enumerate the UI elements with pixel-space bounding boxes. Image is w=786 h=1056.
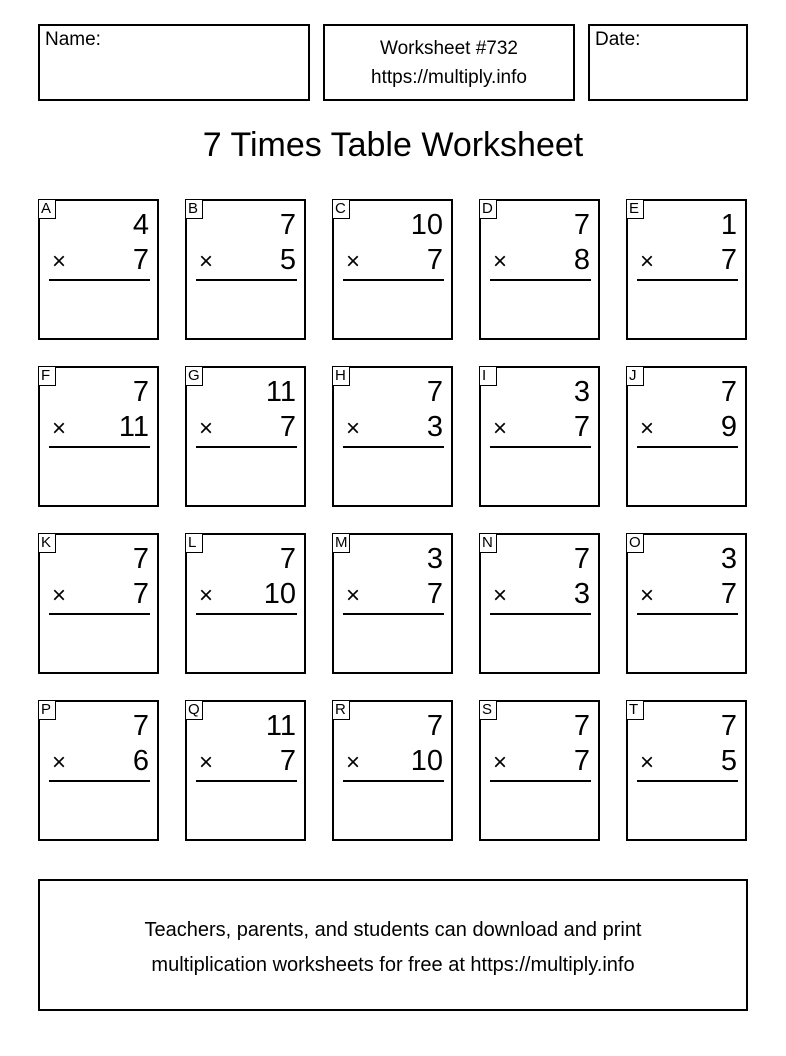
problem-k[interactable]: [38, 533, 159, 674]
multiplier: 7: [426, 244, 443, 276]
times-sign: ×: [52, 415, 67, 442]
answer-line: [490, 446, 591, 448]
answer-line: [637, 780, 738, 782]
problem-j[interactable]: [626, 366, 747, 507]
problem-letter: M: [332, 533, 350, 553]
times-sign: ×: [640, 415, 655, 442]
problem-letter: I: [479, 366, 497, 386]
times-sign: ×: [493, 415, 508, 442]
date-field-box[interactable]: [588, 24, 748, 101]
multiplicand: 7: [426, 710, 443, 742]
answer-line: [49, 780, 150, 782]
multiplicand: 7: [573, 710, 590, 742]
answer-line: [637, 446, 738, 448]
multiplier: 3: [426, 411, 443, 443]
problem-letter: B: [185, 199, 203, 219]
answer-line: [343, 279, 444, 281]
footer-line-1: Teachers, parents, and students can download and print: [144, 919, 642, 941]
answer-line: [196, 279, 297, 281]
multiplicand: 7: [720, 710, 737, 742]
answer-line: [196, 780, 297, 782]
times-sign: ×: [640, 749, 655, 776]
answer-line: [196, 446, 297, 448]
times-sign: ×: [346, 582, 361, 609]
times-sign: ×: [52, 248, 67, 275]
multiplicand: 11: [265, 376, 296, 408]
multiplier: 6: [132, 745, 149, 777]
multiplier: 11: [118, 411, 149, 443]
problem-letter: E: [626, 199, 644, 219]
times-sign: ×: [199, 248, 214, 275]
worksheet-info-box: [323, 24, 575, 101]
multiplicand: 7: [132, 376, 149, 408]
problem-letter: F: [38, 366, 56, 386]
times-sign: ×: [640, 248, 655, 275]
multiplier: 3: [573, 578, 590, 610]
problem-p[interactable]: [38, 700, 159, 841]
multiplier: 7: [720, 578, 737, 610]
problem-i[interactable]: [479, 366, 600, 507]
answer-line: [490, 613, 591, 615]
times-sign: ×: [640, 582, 655, 609]
multiplier: 7: [573, 745, 590, 777]
answer-line: [343, 446, 444, 448]
problem-letter: K: [38, 533, 56, 553]
times-sign: ×: [52, 582, 67, 609]
problem-letter: N: [479, 533, 497, 553]
multiplicand: 7: [279, 543, 296, 575]
answer-line: [490, 780, 591, 782]
problem-letter: Q: [185, 700, 203, 720]
multiplier: 10: [410, 745, 443, 777]
problem-f[interactable]: [38, 366, 159, 507]
multiplicand: 3: [720, 543, 737, 575]
multiplier: 7: [573, 411, 590, 443]
page-title: 7 Times Table Worksheet: [202, 126, 584, 164]
problem-m[interactable]: [332, 533, 453, 674]
problem-letter: D: [479, 199, 497, 219]
problem-letter: A: [38, 199, 56, 219]
multiplicand: 10: [410, 209, 443, 241]
multiplicand: 7: [426, 376, 443, 408]
problem-letter: G: [185, 366, 203, 386]
multiplier: 7: [426, 578, 443, 610]
problem-d[interactable]: [479, 199, 600, 340]
multiplier: 7: [720, 244, 737, 276]
multiplier: 7: [279, 745, 296, 777]
answer-line: [490, 279, 591, 281]
multiplicand: 4: [132, 209, 149, 241]
times-sign: ×: [199, 749, 214, 776]
problem-letter: P: [38, 700, 56, 720]
name-field-box[interactable]: [38, 24, 310, 101]
problem-letter: L: [185, 533, 203, 553]
problem-q[interactable]: [185, 700, 306, 841]
times-sign: ×: [346, 415, 361, 442]
times-sign: ×: [52, 749, 67, 776]
worksheet-number: Worksheet #732: [379, 37, 518, 59]
times-sign: ×: [199, 415, 214, 442]
problem-t[interactable]: [626, 700, 747, 841]
problem-o[interactable]: [626, 533, 747, 674]
times-sign: ×: [493, 582, 508, 609]
problem-n[interactable]: [479, 533, 600, 674]
times-sign: ×: [493, 248, 508, 275]
problem-letter: T: [626, 700, 644, 720]
problem-s[interactable]: [479, 700, 600, 841]
times-sign: ×: [493, 749, 508, 776]
multiplier: 9: [720, 411, 737, 443]
answer-line: [196, 613, 297, 615]
times-sign: ×: [346, 248, 361, 275]
problem-b[interactable]: [185, 199, 306, 340]
multiplicand: 3: [573, 376, 590, 408]
problem-a[interactable]: [38, 199, 159, 340]
multiplicand: 7: [573, 543, 590, 575]
problem-letter: H: [332, 366, 350, 386]
problem-letter: O: [626, 533, 644, 553]
multiplier: 10: [263, 578, 296, 610]
multiplier: 7: [279, 411, 296, 443]
multiplier: 5: [279, 244, 296, 276]
date-label: Date:: [595, 29, 641, 50]
problem-l[interactable]: [185, 533, 306, 674]
answer-line: [49, 446, 150, 448]
multiplier: 5: [720, 745, 737, 777]
problem-e[interactable]: [626, 199, 747, 340]
multiplicand: 7: [573, 209, 590, 241]
multiplicand: 1: [720, 209, 737, 241]
multiplier: 8: [573, 244, 590, 276]
multiplicand: 7: [132, 710, 149, 742]
problem-letter: S: [479, 700, 497, 720]
multiplicand: 7: [720, 376, 737, 408]
multiplicand: 3: [426, 543, 443, 575]
answer-line: [49, 279, 150, 281]
footer-line-2: multiplication worksheets for free at https://multiply.info: [151, 954, 635, 976]
answer-line: [637, 279, 738, 281]
times-sign: ×: [199, 582, 214, 609]
website-text: https://multiply.info: [371, 66, 527, 88]
problem-letter: J: [626, 366, 644, 386]
problem-h[interactable]: [332, 366, 453, 507]
problem-c[interactable]: [332, 199, 453, 340]
multiplicand: 7: [279, 209, 296, 241]
answer-line: [343, 780, 444, 782]
problem-letter: R: [332, 700, 350, 720]
problem-g[interactable]: [185, 366, 306, 507]
footer-box: [38, 879, 748, 1011]
multiplier: 7: [132, 578, 149, 610]
problem-r[interactable]: [332, 700, 453, 841]
multiplier: 7: [132, 244, 149, 276]
problem-letter: C: [332, 199, 350, 219]
times-sign: ×: [346, 749, 361, 776]
name-label: Name:: [45, 29, 101, 50]
answer-line: [49, 613, 150, 615]
multiplicand: 7: [132, 543, 149, 575]
answer-line: [637, 613, 738, 615]
answer-line: [343, 613, 444, 615]
multiplicand: 11: [265, 710, 296, 742]
